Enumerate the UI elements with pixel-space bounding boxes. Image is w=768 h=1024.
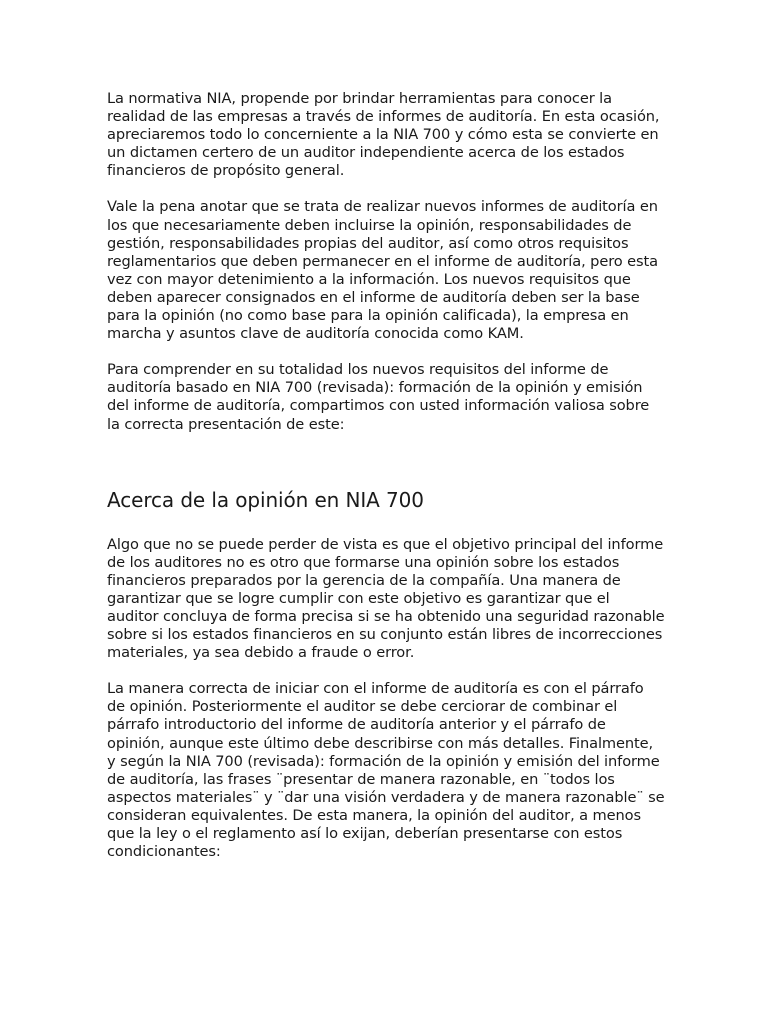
intro-paragraph-1: La normativa NIA, propende por brindar herramientas para conocer la realidad de las empresas a través de informes de auditoría. En esta ocasión, apreciaremos todo lo concerniente a la NIA 700 y cómo esta se convierte en un dictamen certero de un auditor independiente acerca de los estados financieros de propósito general. [107,90,660,180]
section-paragraph-2: La manera correcta de iniciar con el informe de auditoría es con el párrafo de opinión. Posteriormente el auditor se debe cerciorar de combinar el párrafo introductorio del informe de auditoría anterior y el párrafo de opinión, aunque este último debe describirse con más detalles. Finalmente, y según la NIA 700 (revisada): formación de la opinión y emisión del informe de auditoría, las frases ¨presentar de manera razonable, en ¨todos los aspectos materiales¨ y ¨dar una visión verdadera y de manera razonable¨ se consideran equivalentes. De esta manera, la opinión del auditor, a menos que la ley o el reglamento así lo exijan, deberían presentarse con estos condicionantes: [107,680,665,861]
section-paragraph-1: Algo que no se puede perder de vista es que el objetivo principal del informe de los auditores no es otro que formarse una opinión sobre los estados financieros preparados por la gerencia de la compañía. Una manera de garantizar que se logre cumplir con este objetivo es garantizar que el auditor concluya de forma precisa si se ha obtenido una seguridad razonable sobre si los estados financieros en su conjunto están libres de incorrecciones materiales, ya sea debido a fraude o error. [107,535,665,662]
intro-paragraph-2: Vale la pena anotar que se trata de realizar nuevos informes de auditoría en los que necesariamente deben incluirse la opinión, responsabilidades de gestión, responsabilidades propias del auditor, así como otros requisitos reglamentarios que deben permanecer en el informe de auditoría, pero esta vez con mayor detenimiento a la información. Los nuevos requisitos que deben aparecer consignados en el informe de auditoría deben ser la base para la opinión (no como base para la opinión calificada), la empresa en marcha y asuntos clave de auditoría conocida como KAM. [107,198,659,343]
intro-paragraph-3: Para comprender en su totalidad los nuevos requisitos del informe de auditoría basado en NIA 700 (revisada): formación de la opinión y emisión del informe de auditoría, compartimos con usted información valiosa sobre la correcta presentación de este: [107,361,650,433]
section-heading: Acerca de la opinión en NIA 700 [107,487,424,512]
document-page [107,90,665,861]
